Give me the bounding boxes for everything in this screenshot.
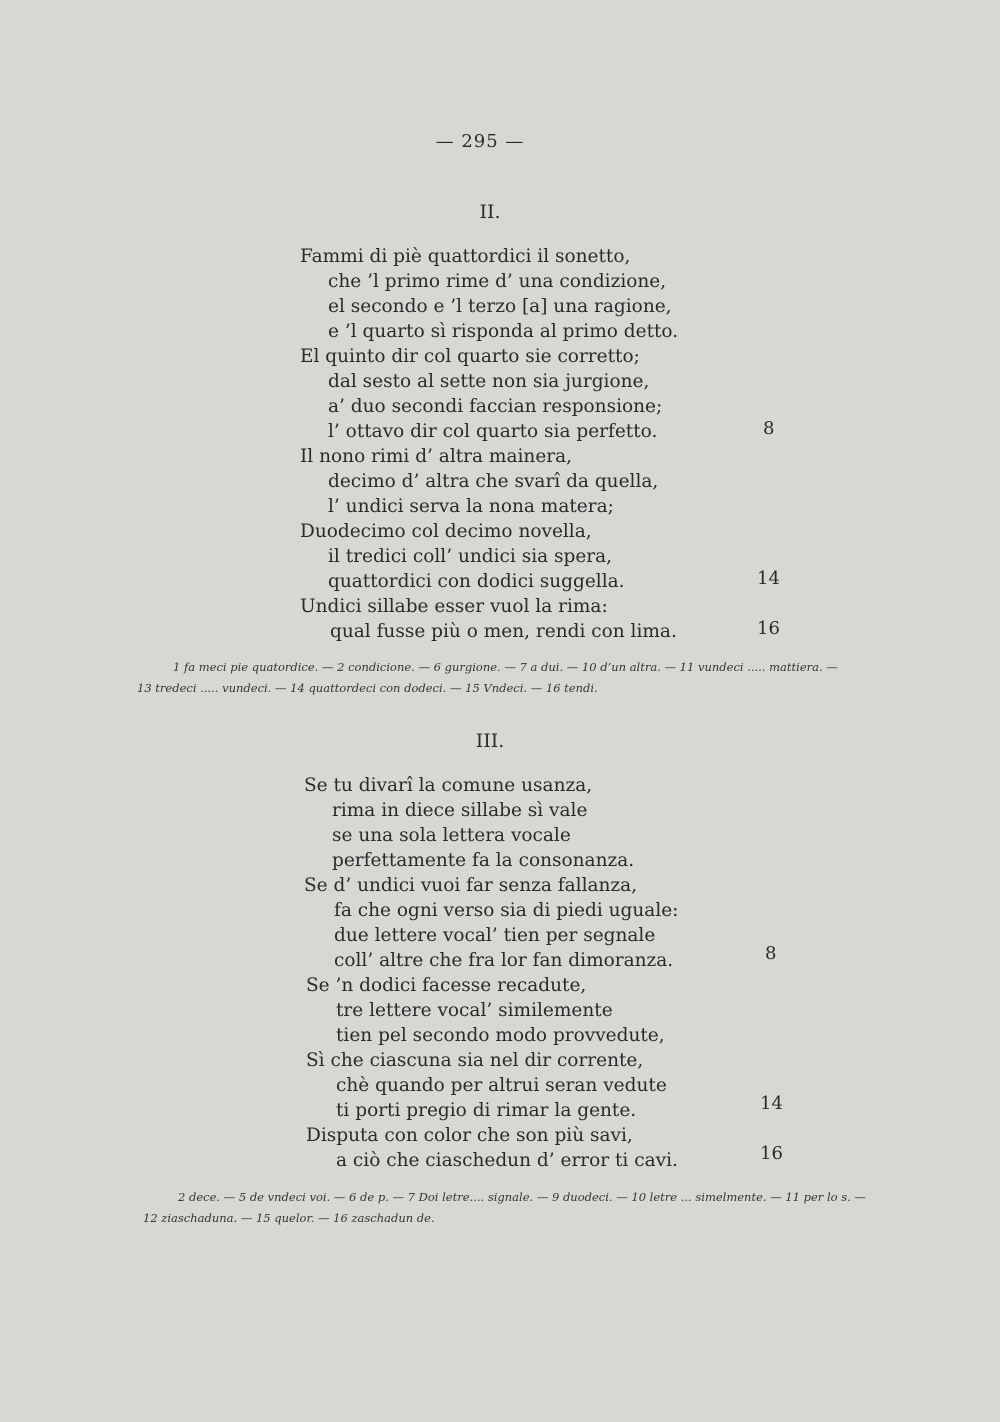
verse-line: perfettamente fa la consonanza.	[332, 850, 635, 871]
verse-line: Undici sillabe esser vuol la rima:	[300, 596, 608, 617]
verse-line: Sì che ciascuna sia nel dir corrente,	[306, 1050, 644, 1071]
page-number: — 295 —	[435, 131, 525, 152]
verse-line: qual fusse più o men, rendi con lima.	[330, 621, 677, 642]
verse-line: rima in diece sillabe sì vale	[332, 800, 588, 821]
critical-note: 2 dece. — 5 de vndeci voi. — 6 de p. — 7 Doi letre.... signale. — 9 duodeci. — 10 letre ... simelmente. — 11 per lo s. —	[178, 1190, 866, 1204]
verse-line: quattordici con dodici suggella.	[328, 571, 625, 592]
line-number: 14	[757, 568, 780, 589]
critical-note: 13 tredeci ..... vundeci. — 14 quattordeci con dodeci. — 15 Vndeci. — 16 tendi.	[137, 681, 598, 695]
verse-line: el secondo e ’l terzo [a] una ragione,	[328, 296, 672, 317]
verse-line: due lettere vocal’ tien per segnale	[334, 925, 656, 946]
verse-line: Se ’n dodici facesse recadute,	[306, 975, 587, 996]
verse-line: Se tu divarî la comune usanza,	[304, 775, 593, 796]
verse-line: tien pel secondo modo provvedute,	[336, 1025, 665, 1046]
verse-line: chè quando per altrui seran vedute	[336, 1075, 667, 1096]
verse-line: Duodecimo col decimo novella,	[300, 521, 592, 542]
line-number: 8	[765, 943, 777, 964]
critical-note: 1 fa meci pie quatordice. — 2 condicione. — 6 gurgione. — 7 a dui. — 10 d’un altra. — 11 vundeci ..... mattiera. —	[173, 660, 838, 674]
verse-line: fa che ogni verso sia di piedi uguale:	[334, 900, 679, 921]
verse-line: dal sesto al sette non sia jurgione,	[328, 371, 650, 392]
verse-line: l’ ottavo dir col quarto sia perfetto.	[328, 421, 658, 442]
verse-line: coll’ altre che fra lor fan dimoranza.	[334, 950, 674, 971]
line-number: 14	[760, 1093, 783, 1114]
section-heading-iii: III.	[475, 730, 505, 752]
line-number: 16	[760, 1143, 783, 1164]
line-number: 8	[763, 418, 775, 439]
verse-line: Fammi di piè quattordici il sonetto,	[300, 246, 631, 267]
verse-line: El quinto dir col quarto sie corretto;	[300, 346, 640, 367]
critical-note: 12 ziaschaduna. — 15 quelor. — 16 zaschadun de.	[143, 1211, 435, 1225]
verse-line: ti porti pregio di rimar la gente.	[336, 1100, 637, 1121]
verse-line: a ciò che ciaschedun d’ error ti cavi.	[336, 1150, 678, 1171]
line-number: 16	[757, 618, 780, 639]
verse-line: Il nono rimi d’ altra mainera,	[300, 446, 573, 467]
verse-line: tre lettere vocal’ similemente	[336, 1000, 613, 1021]
verse-line: se una sola lettera vocale	[332, 825, 571, 846]
verse-line: decimo d’ altra che svarî da quella,	[328, 471, 659, 492]
verse-line: il tredici coll’ undici sia spera,	[328, 546, 613, 567]
section-heading-ii: II.	[479, 201, 501, 223]
verse-line: a’ duo secondi faccian responsione;	[328, 396, 663, 417]
verse-line: Se d’ undici vuoi far senza fallanza,	[304, 875, 638, 896]
verse-line: e ’l quarto sì risponda al primo detto.	[328, 321, 679, 342]
verse-line: che ’l primo rime d’ una condizione,	[328, 271, 667, 292]
verse-line: l’ undici serva la nona matera;	[328, 496, 614, 517]
verse-line: Disputa con color che son più savi,	[306, 1125, 633, 1146]
